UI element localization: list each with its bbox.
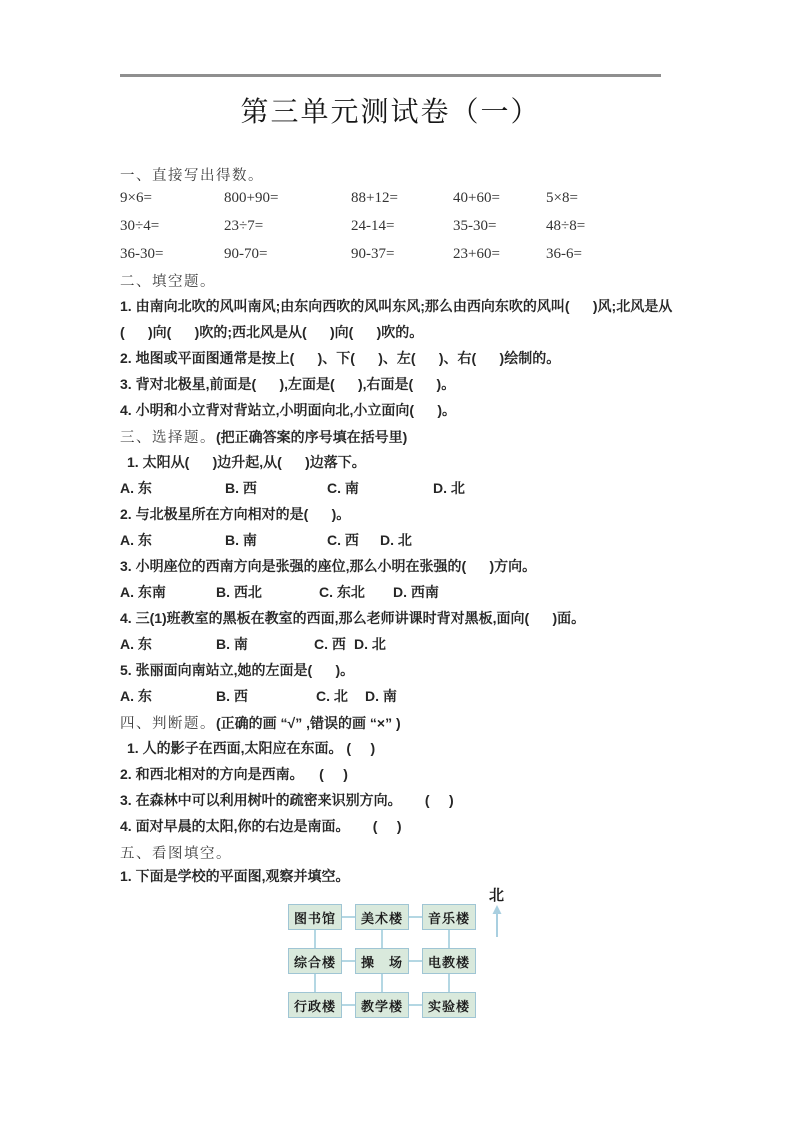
top-rule — [120, 74, 661, 77]
fill-line: 3. 背对北极星,前面是( ),左面是( ),右面是( )。 — [120, 376, 456, 392]
map-intro: 1. 下面是学校的平面图,观察并填空。 — [120, 868, 350, 884]
mc-option: D. 西南 — [393, 584, 439, 600]
map-connector — [342, 960, 355, 962]
map-box-av: 电教楼 — [422, 948, 476, 974]
section-3-heading — [120, 426, 407, 447]
arith-cell: 35-30= — [453, 218, 497, 234]
mc-option: C. 东北 — [319, 584, 365, 600]
mc-option: D. 北 — [433, 480, 465, 496]
arith-cell: 23÷7= — [224, 218, 264, 234]
mc-option: D. 北 — [354, 636, 386, 652]
mc-options — [120, 530, 680, 550]
arith-cell: 30÷4= — [120, 218, 160, 234]
mc-stem: 3. 小明座位的西南方向是张强的座位,那么小明在张强的( )方向。 — [120, 558, 537, 574]
mc-option: D. 北 — [380, 532, 412, 548]
mc-option: A. 东 — [120, 480, 152, 496]
arith-cell: 40+60= — [453, 190, 500, 206]
mc-stem: 4. 三(1)班教室的黑板在教室的西面,那么老师讲课时背对黑板,面向( )面。 — [120, 610, 586, 626]
fill-line: 4. 小明和小立背对背站立,小明面向北,小立面向( )。 — [120, 402, 457, 418]
tf-line: 4. 面对早晨的太阳,你的右边是南面。 ( ) — [120, 818, 402, 834]
mc-option: B. 南 — [225, 532, 257, 548]
mc-option: A. 东 — [120, 636, 152, 652]
mc-option: B. 西北 — [216, 584, 262, 600]
section-3-note: (把正确答案的序号填在括号里) — [216, 429, 408, 445]
arith-cell: 800+90= — [224, 190, 279, 206]
page-title: 第三单元测试卷（一） — [240, 97, 541, 128]
map-box-library: 图书馆 — [288, 904, 342, 930]
arith-cell: 48÷8= — [546, 218, 586, 234]
mc-options — [120, 634, 680, 654]
mc-option: C. 西 — [314, 636, 346, 652]
mc-option: A. 东南 — [120, 584, 166, 600]
map-connector — [381, 930, 383, 948]
section-4-label: 四、判断题。 — [120, 716, 216, 732]
map-connector — [314, 930, 316, 948]
mc-option: B. 西 — [225, 480, 257, 496]
arith-cell: 23+60= — [453, 246, 500, 262]
mc-options — [120, 478, 680, 498]
map-connector — [409, 960, 422, 962]
map-connector — [314, 974, 316, 992]
fill-line: 1. 由南向北吹的风叫南风;由东向西吹的风叫东风;那么由西向东吹的风叫( )风;北风是从 — [120, 298, 673, 314]
fill-line: 2. 地图或平面图通常是按上( )、下( )、左( )、右( )绘制的。 — [120, 350, 561, 366]
section-5-heading: 五、看图填空。 — [120, 846, 232, 862]
mc-option: C. 西 — [327, 532, 359, 548]
arith-cell: 36-30= — [120, 246, 164, 262]
section-1-heading: 一、直接写出得数。 — [120, 168, 264, 184]
arith-row — [120, 218, 680, 238]
arith-cell: 24-14= — [351, 218, 395, 234]
mc-options — [120, 582, 680, 602]
mc-option: B. 南 — [216, 636, 248, 652]
map-box-admin: 行政楼 — [288, 992, 342, 1018]
mc-option: A. 东 — [120, 688, 152, 704]
mc-stem: 1. 太阳从( )边升起,从( )边落下。 — [127, 454, 366, 470]
mc-options — [120, 686, 680, 706]
map-box-music: 音乐楼 — [422, 904, 476, 930]
arith-cell: 90-37= — [351, 246, 395, 262]
arith-cell: 90-70= — [224, 246, 268, 262]
map-connector — [342, 916, 355, 918]
arith-cell: 36-6= — [546, 246, 582, 262]
arith-row — [120, 246, 680, 266]
map-box-teaching: 教学楼 — [355, 992, 409, 1018]
fill-line: ( )向( )吹的;西北风是从( )向( )吹的。 — [120, 324, 424, 340]
arith-row — [120, 190, 680, 210]
arith-cell: 9×6= — [120, 190, 152, 206]
mc-option: C. 南 — [327, 480, 359, 496]
map-box-playground: 操 场 — [355, 948, 409, 974]
map-connector — [409, 1004, 422, 1006]
mc-option: D. 南 — [365, 688, 397, 704]
section-2-heading: 二、填空题。 — [120, 274, 216, 290]
map-box-art: 美术楼 — [355, 904, 409, 930]
mc-option: B. 西 — [216, 688, 248, 704]
north-label: 北 — [489, 888, 505, 904]
map-connector — [342, 1004, 355, 1006]
tf-line: 3. 在森林中可以利用树叶的疏密来识别方向。 ( ) — [120, 792, 454, 808]
map-connector — [448, 930, 450, 948]
section-4-note: (正确的画 “√” ,错误的画 “×” ) — [216, 715, 401, 731]
map-connector — [448, 974, 450, 992]
map-box-composite: 综合楼 — [288, 948, 342, 974]
mc-stem: 5. 张丽面向南站立,她的左面是( )。 — [120, 662, 355, 678]
section-3-label: 三、选择题。 — [120, 430, 216, 446]
north-arrow-icon — [490, 904, 504, 938]
map-connector — [381, 974, 383, 992]
mc-option: A. 东 — [120, 532, 152, 548]
tf-line: 1. 人的影子在西面,太阳应在东面。 ( ) — [127, 740, 376, 756]
section-4-heading — [120, 712, 401, 733]
tf-line: 2. 和西北相对的方向是西南。 ( ) — [120, 766, 348, 782]
map-connector — [409, 916, 422, 918]
arith-cell: 5×8= — [546, 190, 578, 206]
mc-option: C. 北 — [316, 688, 348, 704]
arith-cell: 88+12= — [351, 190, 398, 206]
mc-stem: 2. 与北极星所在方向相对的是( )。 — [120, 506, 351, 522]
map-box-lab: 实验楼 — [422, 992, 476, 1018]
